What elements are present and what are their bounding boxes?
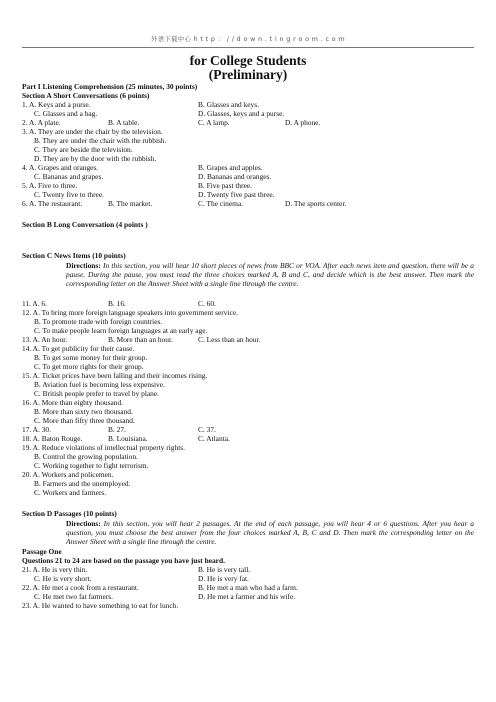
q3-option-c: C. They are beside the television. <box>34 145 133 154</box>
q11-option-b: B. 16. <box>108 299 126 308</box>
q19-option-b: B. Control the growing population. <box>34 452 138 461</box>
q22-option-d: D. He met a farmer and his wife. <box>198 592 296 601</box>
q22-option-b: B. He met a man who had a farm. <box>198 583 298 592</box>
q2-option-b: B. A table. <box>108 118 140 127</box>
q19-option-a: 19. A. Reduce violations of intellectual property rights. <box>22 443 185 452</box>
directions-label: Directions: <box>66 261 101 270</box>
q5-option-c: C. Twenty five to three. <box>34 190 104 199</box>
header-divider <box>22 47 474 48</box>
q14-option-a: 14. A. To get publicity for their cause. <box>22 344 135 353</box>
q12-option-b: B. To promote trade with foreign countries. <box>34 317 163 326</box>
q22-option-c: C. He met two fat farmers. <box>34 592 114 601</box>
passage-one-heading: Passage One <box>22 547 62 556</box>
q15-option-c: C. British people prefer to travel by plane. <box>34 389 159 398</box>
q6-option-d: D. The sports center. <box>285 199 347 208</box>
passage-instruction: Questions 21 to 24 are based on the passage you have just heard. <box>22 556 225 565</box>
q20-option-b: B. Farmers and the unemployed. <box>34 479 131 488</box>
q21-option-d: D. He is very fat. <box>198 574 249 583</box>
q13-option-b: B. More than an hour. <box>108 335 173 344</box>
q3-option-b: B. They are under the chair with the rubbish. <box>34 136 167 145</box>
part-heading: Part I Listening Comprehension (25 minutes, 30 points) <box>22 82 198 91</box>
q2-option-a: 2. A. A plate. <box>22 118 61 127</box>
q3-option-a: 3. A. They are under the chair by the television. <box>22 127 163 136</box>
q14-option-c: C. To get more rights for their group. <box>34 362 144 371</box>
q12-option-a: 12. A. To bring more foreign language speakers into government service. <box>22 308 238 317</box>
q4-option-a: 4. A. Grapes and oranges. <box>22 163 99 172</box>
q6-option-a: 6. A. The restaurant. <box>22 199 83 208</box>
q16-option-b: B. More than sixty two thousand. <box>34 407 133 416</box>
q1-option-a: 1. A. Keys and a purse. <box>22 100 91 109</box>
q14-option-b: B. To get some money for their group. <box>34 353 148 362</box>
section-c-directions <box>66 261 474 289</box>
q5-option-b: B. Five past three. <box>198 181 252 190</box>
q13-option-a: 13. A. An hour. <box>22 335 68 344</box>
q16-option-c: C. More than fifty three thousand. <box>34 416 135 425</box>
section-d-directions <box>66 519 474 547</box>
q17-option-b: B. 27. <box>108 425 126 434</box>
section-a-heading: Section A Short Conversations (6 points) <box>22 91 150 100</box>
q17-option-c: C. 37. <box>198 425 216 434</box>
directions-label: Directions: <box>66 519 101 528</box>
q21-option-a: 21. A. He is very thin. <box>22 565 88 574</box>
q5-option-d: D. Twenty five past three. <box>198 190 275 199</box>
q6-option-b: B. The market. <box>108 199 153 208</box>
q23-option-a: 23. A. He wanted to have something to eat for lunch. <box>22 601 179 610</box>
q19-option-c: C. Working together to fight terrorism. <box>34 461 149 470</box>
q5-option-a: 5. A. Five to three. <box>22 181 78 190</box>
page-title: for College Students <box>189 53 307 68</box>
q13-option-c: C. Less than an hour. <box>198 335 261 344</box>
section-c-heading: Section C News Items (10 points) <box>22 251 126 260</box>
q1-option-b: B. Glasses and keys. <box>198 100 259 109</box>
q21-option-b: B. He is very tall. <box>198 565 251 574</box>
q11-option-a: 11. A. 6. <box>22 299 47 308</box>
q2-option-d: D. A phone. <box>285 118 321 127</box>
directions-text: In this section, you will hear 10 short pieces of news from BBC or VOA. After each news item and question, there will be a pause. During the pause, you must read the three choices marked A, B and C, and decide which is the best answer. Then mark the corresponding letter on the Answer Sheet with a single line through the centre. <box>66 261 474 289</box>
q4-option-c: C. Bananas and grapes. <box>34 172 104 181</box>
section-d-heading: Section D Passages (10 points) <box>22 509 117 518</box>
q18-option-a: 18. A. Baton Rouge. <box>22 434 83 443</box>
q3-option-d: D. They are by the door with the rubbish. <box>34 154 157 163</box>
q12-option-c: C. To make people learn foreign languages at an early age. <box>34 326 208 335</box>
q2-option-c: C. A lamp. <box>198 118 230 127</box>
q6-option-c: C. The cinema. <box>198 199 244 208</box>
q1-option-c: C. Glasses and a bag. <box>34 109 98 118</box>
q18-option-b: B. Louisiana. <box>108 434 148 443</box>
q4-option-b: B. Grapes and apples. <box>198 163 263 172</box>
q22-option-a: 22. A. He met a cook from a restaurant. <box>22 583 139 592</box>
q18-option-c: C. Atlanta. <box>198 434 230 443</box>
directions-text: In this section, you will hear 2 passages. At the end of each passage, you will hear 4 or 6 questions. After you hear a question, you must choose the best answer from the four choices marked A, B, C and D. Then mark the corresponding letter on the Answer Sheet with a single line through the centre. <box>66 519 474 547</box>
q20-option-a: 20. A. Workers and policemen. <box>22 470 114 479</box>
header-watermark: 外语下载中心 h t t p ： / / d o w n . t i n g r o o m . c o m <box>151 36 345 43</box>
page-subtitle: (Preliminary) <box>208 67 288 82</box>
q16-option-a: 16. A. More than eighty thousand. <box>22 398 123 407</box>
q1-option-d: D. Glasses, keys and a purse. <box>198 109 285 118</box>
q15-option-a: 15. A. Ticket prices have been falling and their incomes rising. <box>22 371 208 380</box>
q4-option-d: D. Bananas and oranges. <box>198 172 272 181</box>
q20-option-c: C. Workers and farmers. <box>34 488 107 497</box>
section-b-heading: Section B Long Conversation (4 points ) <box>22 220 148 229</box>
q21-option-c: C. He is very short. <box>34 574 92 583</box>
q11-option-c: C. 60. <box>198 299 216 308</box>
q17-option-a: 17. A. 30. <box>22 425 51 434</box>
q15-option-b: B. Aviation fuel is becoming less expensive. <box>34 380 165 389</box>
